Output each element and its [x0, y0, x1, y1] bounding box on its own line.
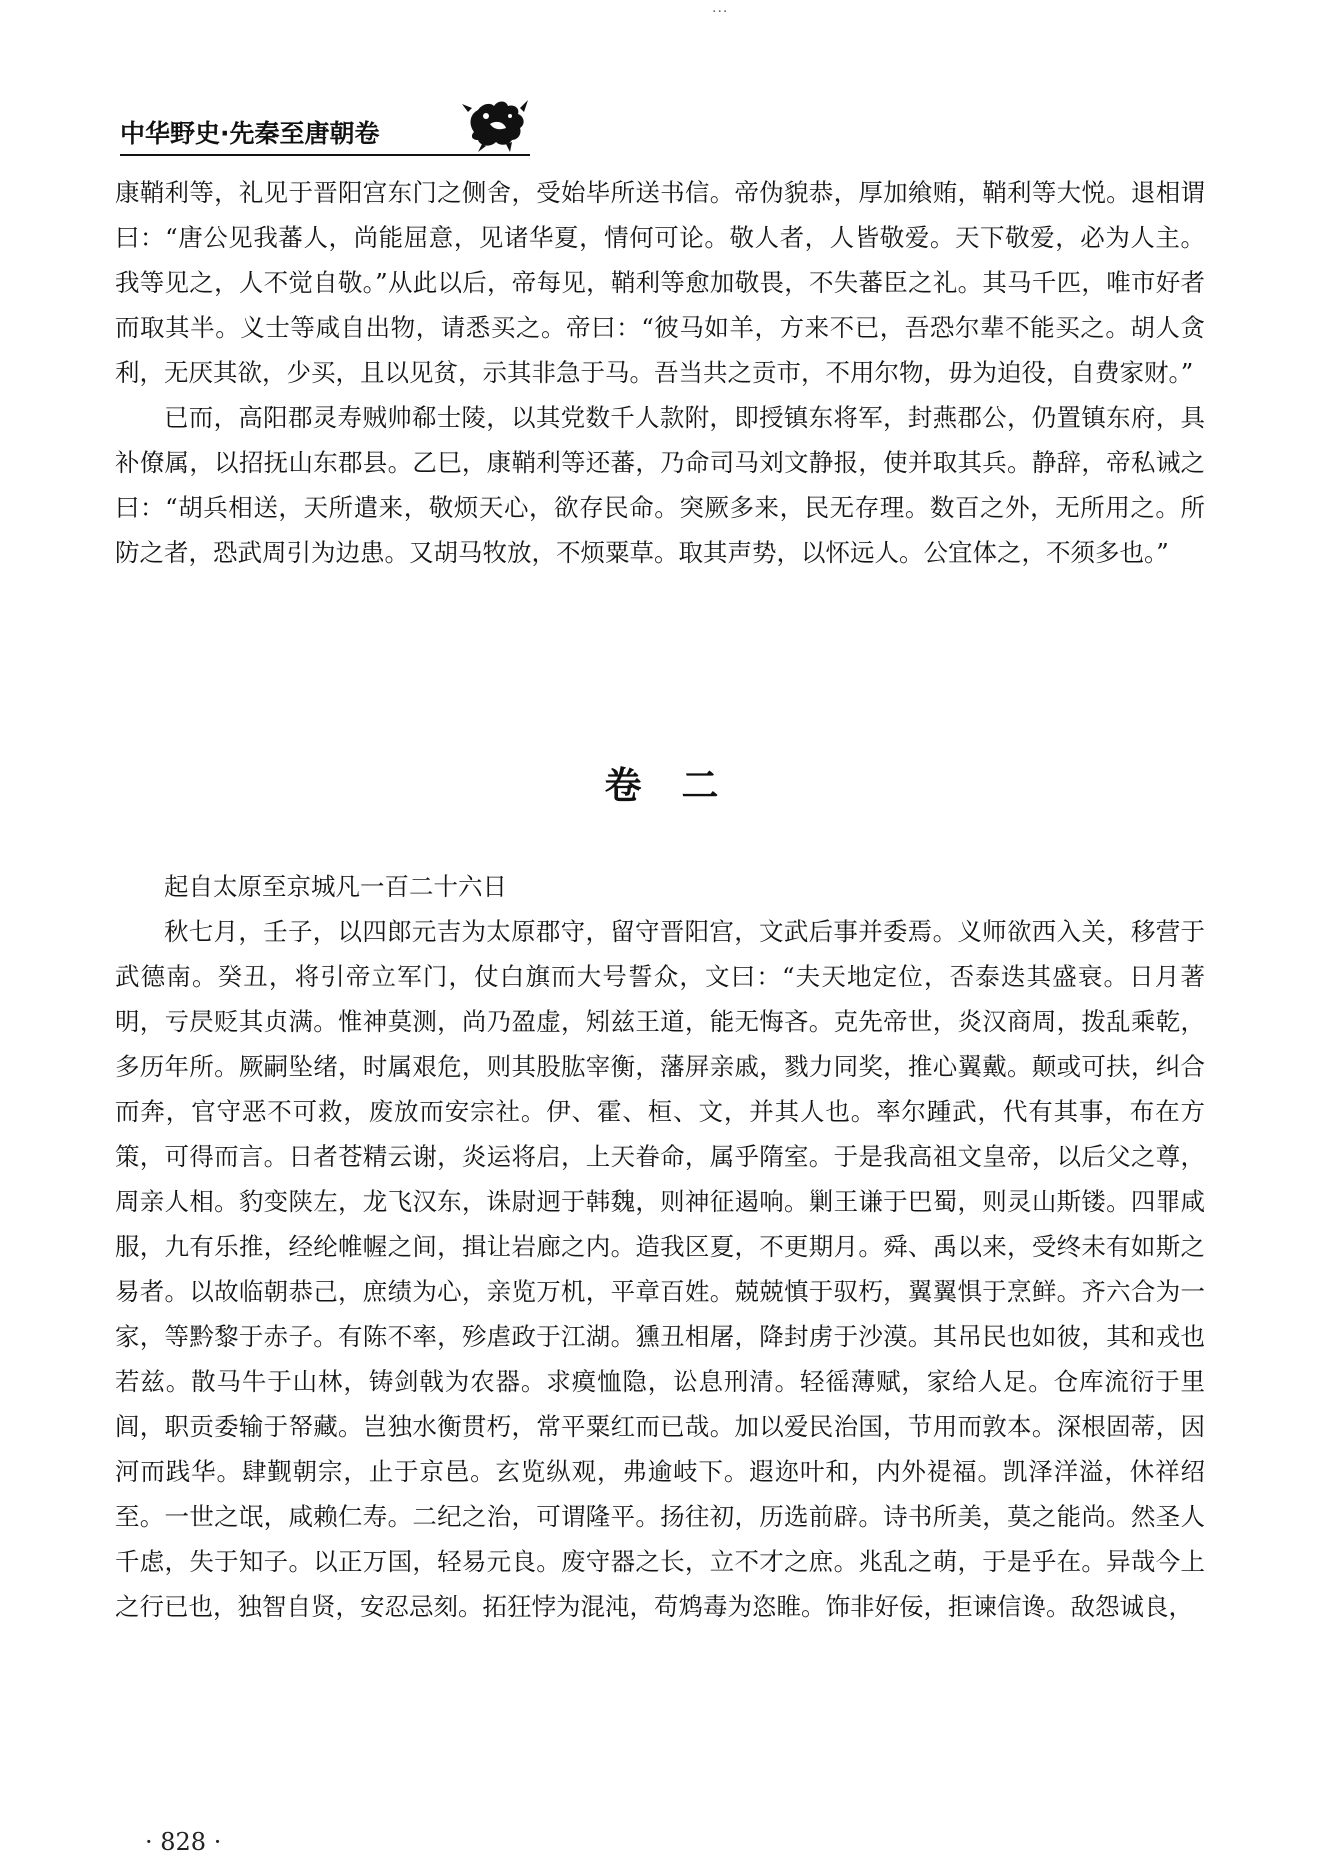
paragraph: 秋七月，壬子，以四郎元吉为太原郡守，留守晋阳宫，文武后事并委焉。义师欲西入关，移营于武德南。癸丑，将引帝立军门，仗白旗而大号誓众，文曰：“夫天地定位，否泰迭其盛衰。日月著明，亏昃贬其贞满。惟神莫测，尚乃盈虚，矧兹王道，能无悔吝。克先帝世，炎汉商周，拨乱乘乾，多历年所。厥嗣坠绪，时属艰危，则其股肱宰衡，藩屏亲戚，戮力同奖，推心翼戴。颠或可扶，纠合而奔，官守恶不可救，废放而安宗社。伊、霍、桓、文，并其人也。率尔踵武，代有其事，布在方策，可得而言。日者苍精云谢，炎运将启，上天眷命，属乎隋室。于是我高祖文皇帝，以后父之尊，周亲人相。豹变陕左，龙飞汉东，诛尉迥于韩魏，则神征遏响。剿王谦于巴蜀，则灵山斯镂。四罪咸服，九有乐推，经纶帷幄之间，揖让岩廊之内。造我区夏，不更期月。舜、禹以来，受终未有如斯之易者。以故临朝恭己，庶绩为心，亲览万机，平章百姓。兢兢慎于驭朽，翼翼惧于烹鲜。齐六合为一家，等黔黎于赤子。有陈不率，殄虐政于江湖。獯丑相屠，降封虏于沙漠。其吊民也如彼，其和戎也若兹。散马牛于山林，铸剑戟为农器。求瘼恤隐，讼息刑清。轻徭薄赋，家给人足。仓库流衍于里闾，职贡委输于帑藏。岂独水衡贯朽，常平粟红而已哉。加以爱民治国，节用而敦本。深根固蒂，因河而践华。肆觐朝宗，止于京邑。玄览纵观，弗逾岐下。遐迩叶和，内外禔福。凯泽洋溢，休祥绍至。一世之氓，咸赖仁寿。二纪之治，可谓隆平。扬往初，历选前辟。诗书所美，莫之能尚。然圣人千虑，失于知子。以正万国，轻易元良。废守器之长，立不才之庶。兆乱之萌，于是乎在。异哉今上之行已也，独智自贤，安忍忌刻。拓狂悖为混沌，苟鸩毒为恣睢。饰非好佞，拒谏信谗。敌怨诚良，: [115, 917, 1205, 1621]
dragon-icon: [460, 94, 530, 152]
body-text-section-1: [115, 170, 1205, 575]
running-header: [120, 110, 530, 155]
body-text-section-2: [115, 864, 1205, 1629]
header-rule: [120, 154, 530, 156]
paragraph: 康鞘利等，礼见于晋阳宫东门之侧舍，受始毕所送书信。帝伪貌恭，厚加飨贿，鞘利等大悦。退相谓曰：“唐公见我蕃人，尚能屈意，见诸华夏，情何可论。敬人者，人皆敬爱。天下敬爱，必为人主。我等见之，人不觉自敬。”从此以后，帝每见，鞘利等愈加敬畏，不失蕃臣之礼。其马千匹，唯市好者而取其半。义士等咸自出物，请悉买之。帝曰：“彼马如羊，方来不已，吾恐尔辈不能买之。胡人贪利，无厌其欲，少买，且以见贫，示其非急于马。吾当共之贡市，不用尔物，毋为迫役，自费家财。”: [115, 178, 1205, 387]
top-marker: ···: [712, 4, 729, 20]
section-subtitle: 起自太原至京城凡一百二十六日: [164, 872, 507, 901]
running-title: 中华野史·先秦至唐朝卷: [120, 119, 380, 148]
chapter-title: 卷二: [604, 764, 759, 807]
page-number: · 828 ·: [145, 1828, 222, 1856]
paragraph: 已而，高阳郡灵寿贼帅郗士陵，以其党数千人款附，即授镇东将军，封燕郡公，仍置镇东府，具补僚属，以招抚山东郡县。乙巳，康鞘利等还蕃，乃命司马刘文静报，使并取其兵。静辞，帝私诫之曰：“胡兵相送，天所遣来，敬烦天心，欲存民命。突厥多来，民无存理。数百之外，无所用之。所防之者，恐武周引为边患。又胡马牧放，不烦粟草。取其声势，以怀远人。公宜体之，不须多也。”: [115, 403, 1205, 567]
